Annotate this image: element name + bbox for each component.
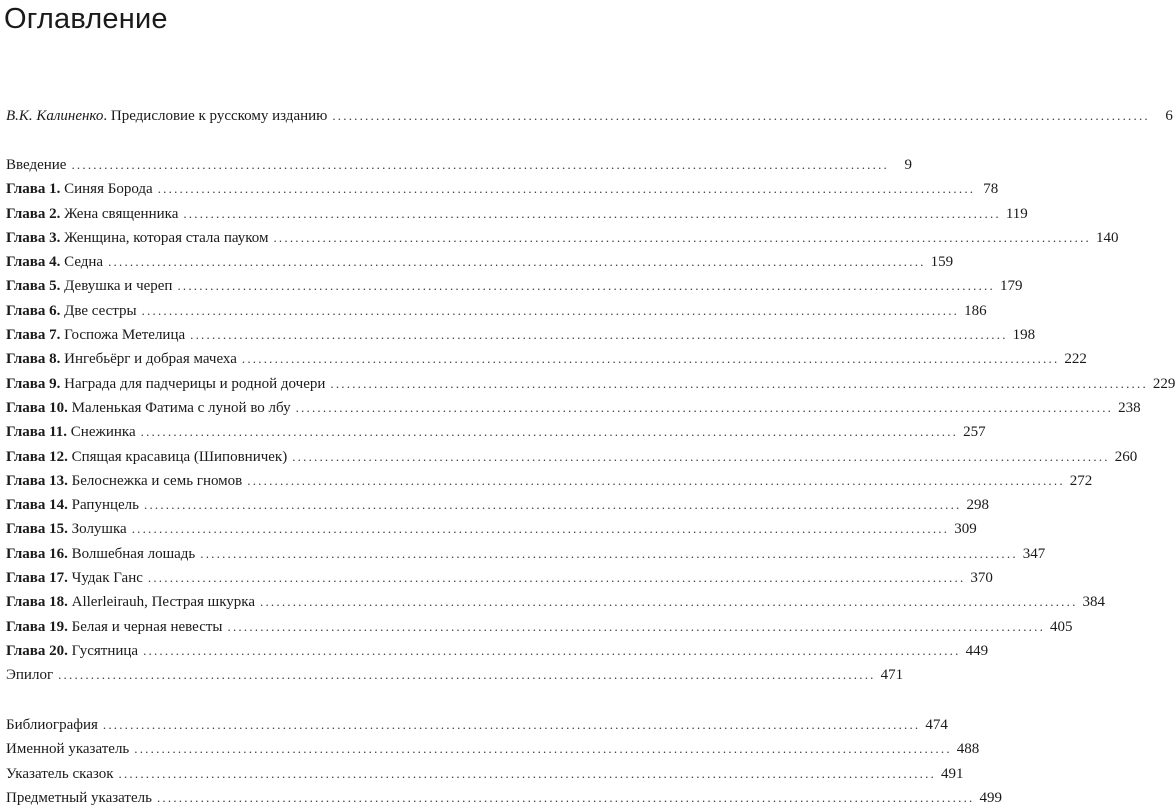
toc-entry (6, 347, 1087, 371)
toc-entry-page: 186 (964, 302, 987, 319)
toc-entry-chapter: Глава 9. (6, 375, 61, 392)
page-title: Оглавление (4, 3, 168, 35)
toc-entry (6, 274, 1023, 298)
toc-entry (6, 396, 1141, 420)
toc-entry-page: 229 (1152, 375, 1175, 392)
toc-entry-title: Ингебьёрг и добрая мачеха (60, 351, 237, 368)
toc-main (6, 153, 1175, 688)
toc-entry (6, 639, 989, 663)
toc-entry-label (6, 104, 327, 128)
toc-entry-label (6, 372, 325, 396)
toc-entry-label (6, 177, 153, 201)
toc-entry-title: Госпожа Метелица (60, 327, 186, 344)
toc-entry-page: 9 (904, 157, 912, 173)
toc-entry-label (6, 299, 137, 323)
toc-entry-chapter: Глава 16. (6, 545, 68, 562)
dot-leader: ...................................................................................................................................................... (157, 181, 976, 197)
dot-leader: ...................................................................................................................................................... (143, 642, 961, 658)
toc-entry-chapter: Глава 13. (6, 472, 68, 489)
toc-entry-title: Белая и черная невесты (67, 618, 223, 635)
toc-entry-chapter: Глава 19. (6, 618, 68, 635)
toc-entry (6, 713, 948, 737)
toc-entry-label (6, 274, 172, 298)
toc-entry-title: Белоснежка и семь гномов (67, 472, 243, 489)
dot-leader: ...................................................................................................................................................... (183, 205, 1001, 221)
dot-leader: ...................................................................................................................................................... (71, 157, 889, 172)
dot-leader: ...................................................................................................................................................... (247, 472, 1065, 488)
toc-entry-page: 449 (965, 642, 989, 659)
toc-entry-chapter: Глава 20. (6, 642, 68, 659)
toc-entry-title: Allerleirauh, Пестрая шкурка (67, 594, 256, 611)
dot-leader: ...................................................................................................................................................... (141, 302, 960, 318)
toc-entry (6, 786, 1002, 810)
toc-entry (6, 615, 1073, 639)
toc-entry-title: Женщина, которая стала пауком (60, 229, 269, 246)
toc-entry-title: Введение (6, 157, 67, 173)
toc-entry-label (6, 737, 129, 761)
toc-entry-label (6, 639, 138, 663)
toc-entry-page: 384 (1082, 594, 1106, 611)
toc-entry-page: 491 (941, 765, 964, 782)
toc-entry-label (6, 396, 291, 420)
toc-entry-page: 179 (999, 278, 1023, 295)
dot-leader: ...................................................................................................................................................... (108, 254, 926, 270)
toc-entry-chapter: Глава 2. (6, 205, 61, 222)
toc-entry-page: 309 (954, 521, 977, 538)
toc-entry-chapter: Глава 3. (6, 229, 61, 246)
dot-leader: ...................................................................................................................................................... (330, 375, 1148, 391)
dot-leader: ...................................................................................................................................................... (131, 521, 950, 537)
toc-entry-label (6, 786, 152, 810)
toc-entry (6, 737, 980, 761)
toc-entry (6, 542, 1046, 566)
toc-entry-page: 272 (1069, 472, 1093, 489)
toc-entry-title: Библиография (6, 717, 98, 733)
toc-entry-chapter: Глава 6. (6, 302, 61, 319)
toc-entry-title: . Предисловие к русскому изданию (103, 108, 328, 124)
toc-entry-chapter: Глава 4. (6, 254, 61, 271)
toc-entry-title: Золушка (67, 521, 127, 538)
toc-entry-chapter: Глава 8. (6, 351, 61, 368)
dot-leader: ...................................................................................................................................................... (292, 448, 1110, 464)
toc-entry-page: 119 (1005, 205, 1028, 222)
toc-entry-title: Маленькая Фатима с луной во лбу (67, 399, 291, 416)
dot-leader: ...................................................................................................................................................... (134, 741, 952, 757)
toc-entry-title: Предметный указатель (6, 789, 152, 806)
toc-entry-title: Указатель сказок (6, 765, 114, 782)
toc-entry-chapter: Глава 18. (6, 594, 68, 611)
toc-entry (6, 153, 912, 177)
toc-entry-page: 298 (966, 497, 989, 514)
dot-leader: ...................................................................................................................................................... (156, 789, 975, 805)
dot-leader: ...................................................................................................................................................... (260, 594, 1078, 610)
toc-entry-label (6, 493, 139, 517)
toc-entry-title: Девушка и череп (60, 278, 173, 295)
toc-entry-title: Снежинка (67, 424, 136, 441)
toc-entry-title: Рапунцель (67, 497, 139, 514)
toc-entry-page: 405 (1050, 618, 1073, 635)
toc-entry-page: 78 (983, 181, 999, 198)
toc-entry-label (6, 469, 242, 493)
toc-entry-chapter: Глава 11. (6, 424, 68, 441)
toc-entry (6, 299, 987, 323)
toc-entry-label (6, 762, 114, 786)
toc-entry-label (6, 590, 255, 614)
toc-entry-title: Синяя Борода (60, 181, 153, 198)
dot-leader: ...................................................................................................................................................... (332, 108, 1150, 123)
dot-leader: ...................................................................................................................................................... (58, 667, 876, 683)
toc-entry (6, 372, 1175, 396)
toc-entry-chapter: Глава 10. (6, 399, 68, 416)
toc-entry-title: Седна (60, 254, 104, 271)
dot-leader: ...................................................................................................................................................... (147, 570, 966, 586)
toc-entry-page: 198 (1012, 327, 1036, 344)
toc-entry (6, 445, 1138, 469)
toc-entry (6, 420, 986, 444)
toc-entry (6, 226, 1119, 250)
toc-back (6, 713, 1002, 810)
toc-entry-page: 159 (930, 254, 954, 271)
dot-leader: ...................................................................................................................................................... (144, 497, 962, 513)
toc-entry-label (6, 202, 178, 226)
toc-entry-label (6, 542, 195, 566)
toc-entry-page: 488 (956, 741, 980, 758)
toc-entry-label (6, 153, 66, 177)
dot-leader: ...................................................................................................................................................... (295, 399, 1114, 415)
toc-entry-label (6, 566, 143, 590)
toc-entry (6, 250, 954, 274)
toc-entry-label (6, 615, 223, 639)
toc-entry-title: Эпилог (6, 667, 54, 684)
toc-entry-label (6, 420, 136, 444)
toc-entry-label (6, 347, 237, 371)
toc-entry-chapter: Глава 1. (6, 181, 61, 198)
dot-leader: ...................................................................................................................................................... (102, 717, 921, 732)
toc-entry (6, 202, 1028, 226)
toc-entry-label (6, 445, 287, 469)
toc-entry-chapter: Глава 15. (6, 521, 68, 538)
toc-entry-page: 499 (979, 789, 1002, 806)
toc-entry (6, 762, 964, 786)
toc-entry-label (6, 517, 127, 541)
toc-entry-label (6, 323, 185, 347)
dot-leader: ...................................................................................................................................................... (241, 351, 1060, 367)
toc-entry-chapter: Глава 17. (6, 570, 68, 587)
toc-entry (6, 517, 977, 541)
toc-entry-chapter: Глава 7. (6, 327, 61, 344)
toc-entry-title: Именной указатель (6, 741, 130, 758)
toc-entry-title: Награда для падчерицы и родной дочери (60, 375, 326, 392)
toc-entry (6, 663, 904, 687)
toc-entry-title: Жена священника (60, 205, 179, 222)
dot-leader: ...................................................................................................................................................... (273, 229, 1091, 245)
toc-entry-chapter: Глава 14. (6, 497, 68, 514)
toc-entry-page: 474 (925, 717, 948, 733)
toc-entry-title: Чудак Ганс (67, 570, 143, 587)
toc-entry-page: 222 (1064, 351, 1087, 368)
toc-entry-page: 257 (963, 424, 986, 441)
toc-entry-title: Спящая красавица (Шиповничек) (67, 448, 288, 465)
toc-entry-title: Две сестры (60, 302, 137, 319)
toc-entry-label (6, 250, 103, 274)
toc-entry-page: 6 (1165, 108, 1173, 124)
toc-entry-chapter: Глава 5. (6, 278, 61, 295)
toc-entry (6, 469, 1093, 493)
dot-leader: ...................................................................................................................................................... (190, 327, 1008, 343)
dot-leader: ...................................................................................................................................................... (227, 618, 1046, 634)
toc-entry-page: 140 (1095, 229, 1119, 246)
toc-preface (6, 104, 1173, 128)
dot-leader: ...................................................................................................................................................... (200, 545, 1018, 561)
toc-entry-label (6, 663, 53, 687)
toc-entry-label (6, 226, 268, 250)
toc-entry-page: 238 (1118, 399, 1141, 416)
toc-entry-page: 347 (1022, 545, 1046, 562)
toc-entry-page: 260 (1114, 448, 1138, 465)
toc-entry (6, 590, 1106, 614)
toc-entry-page: 370 (970, 570, 993, 587)
toc-entry-page: 471 (880, 667, 904, 684)
dot-leader: ...................................................................................................................................................... (140, 424, 959, 440)
toc-entry (6, 177, 999, 201)
toc-entry-author: В.К. Калиненко (6, 108, 104, 124)
toc-entry-title: Волшебная лошадь (67, 545, 196, 562)
dot-leader: ...................................................................................................................................................... (177, 278, 995, 294)
toc-entry (6, 323, 1036, 347)
toc-entry-chapter: Глава 12. (6, 448, 68, 465)
toc-entry (6, 493, 989, 517)
dot-leader: ...................................................................................................................................................... (118, 765, 937, 781)
toc-entry (6, 566, 993, 590)
toc-entry-title: Гусятница (67, 642, 139, 659)
toc-entry-label (6, 713, 98, 737)
toc-entry (6, 104, 1173, 128)
